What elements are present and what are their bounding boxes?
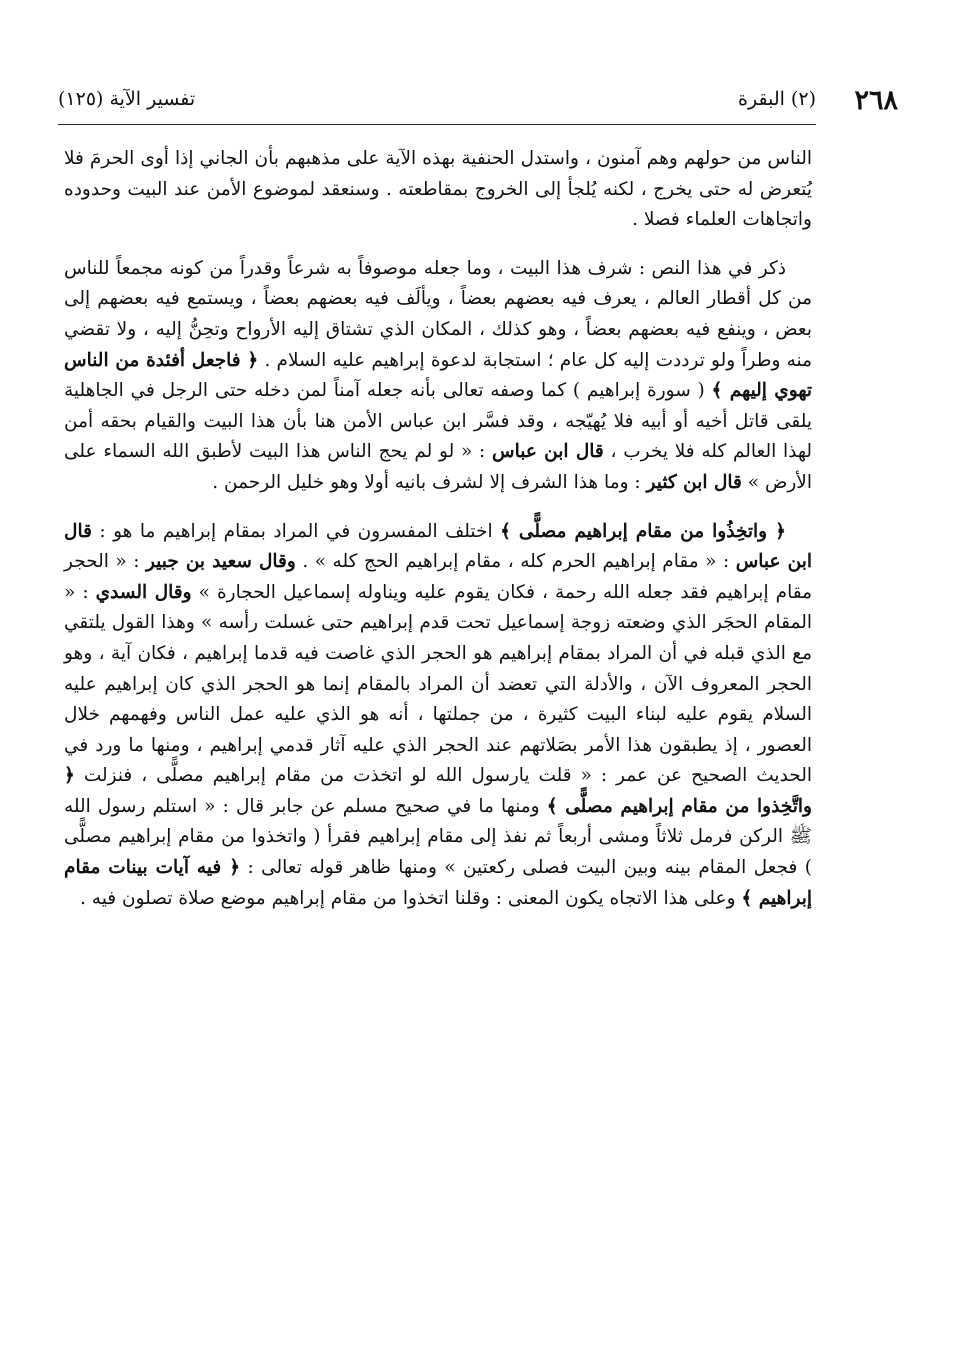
paragraph-text: : « لو لم يحج الناس هذا البيت لأطبق الله السماء على الأرض » [64, 441, 812, 493]
paragraph-text: وعلى هذا الاتجاه يكون المعنى : وقلنا اتخذوا من مقام إبراهيم موضع صلاة تصلون فيه . [80, 887, 736, 909]
surah-title: (٢) البقرة [738, 88, 816, 110]
page-number: ٢٦٨ [854, 85, 898, 116]
paragraph-text: : « الحجر مقام إبراهيم فقد جعله الله رحمة ، فكان يقوم عليه ويناوله إسماعيل الحجارة » [64, 551, 812, 603]
paragraph-text: : وما هذا الشرف إلا لشرف بانيه أولا وهو خليل الرحمن . [212, 471, 641, 493]
paragraph-text: الناس من حولهم وهم آمنون ، واستدل الحنفية بهذه الآية على مذهبهم بأن الجاني إذا أوى الحرمَ فلا يُتعرض له حتى يخرج ، لكنه يُلجأ إلى الخروج بمقاطعته . وسنعقد لموضوع الأمن عند البيت وحدوده واتجاهات العلماء فصلا . [64, 148, 812, 231]
scholar-name: قال ابن عباس [492, 441, 604, 463]
quran-verse: ﴿ واتخِذُوا من مقام إبراهيم مصلًّى ﴾ [500, 520, 786, 542]
scholar-name: وقال السدي [95, 581, 192, 603]
quran-verse: ﴿ فاجعل أفئدة من الناس تهوي إليهم ﴾ [64, 349, 812, 402]
paragraph-text: : « مقام إبراهيم الحرم كله ، مقام إبراهيم الحج كله » . [302, 551, 730, 573]
paragraph-3 [64, 517, 812, 915]
page-body [64, 144, 812, 932]
page-header [58, 84, 898, 125]
scholar-name: قال ابن كثير [646, 471, 742, 493]
paragraph-text: ( سورة إبراهيم ) كما وصفه تعالى بأنه جعله آمناً لمن دخله حتى الرجل في الجاهلية يلقى قاتل أخيه أو أبيه فلا يُهيّجه ، وقد فسَّر ابن عباس الأمن هنا بأن هذا البيت والقيام بحقه أمن لهذا العالم كله فلا يخرب ، [64, 380, 812, 463]
paragraph-2 [64, 254, 812, 499]
verse-title: تفسير الآية (١٢٥) [58, 88, 196, 110]
paragraph-text: ذكر في هذا النص : شرف هذا البيت ، وما جعله موصوفاً به شرعاً وقدراً من كونه مجمعاً للناس من كل أقطار العالم ، يعرف فيه بعضهم بعضاً ، ويألَف فيه بعضهم بعضاً ، ويستمع فيه بعضهم إلى بعض ، وينفع فيه بعضهم بعضاً ، وهو كذلك ، المكان الذي تشتاق إليه الأرواح وتحِنُّ إليه ، ولا تقضي منه وطراً ولو ترددت إليه كل عام ؛ استجابة لدعوة إبراهيم عليه السلام . [64, 257, 812, 371]
quran-verse: ﴿ فيه آيات بينات مقام إبراهيم ﴾ [64, 857, 812, 909]
quran-verse: ﴿ واتَّخِذوا من مقام إبراهيم مصلًّى ﴾ [64, 765, 812, 817]
paragraph-text: اختلف المفسرون في المراد بمقام إبراهيم ما هو : [99, 520, 493, 542]
scholar-name: وقال سعيد بن جبير [145, 551, 296, 573]
scholar-name: قال ابن عباس [64, 520, 812, 573]
paragraph-text: : « المقام الحجَر الذي وضعته زوجة إسماعيل تحت قدم إبراهيم حتى غسلت رأسه » وهذا القول يلتقي مع الذي قبله في أن المراد بمقام إبراهيم هو الحجر الذي غاصت فيه قدما إبراهيم ، فكان آية ، وهو الحجر المعروف الآن ، والأدلة التي تعضد أن المراد بالمقام إنما هو الحجر الذي كان إبراهيم عليه السلام يقوم عليه لبناء البيت كثيرة ، من جملتها ، أنه هو الذي عليه عمل الناس وفهمهم خلال العصور ، إذ يطبقون هذا الأمر بصَلاتهم عند الحجر الذي عليه آثار قدمي إبراهيم ، ومنها ما ورد في الحديث الصحيح عن عمر : « قلت يارسول الله لو اتخذت من مقام إبراهيم مصلًّى ، فنزلت [64, 581, 813, 787]
paragraph-1 [64, 144, 812, 236]
paragraph-text: ومنها ما في صحيح مسلم عن جابر قال : « استلم رسول الله ﷺ الركن فرمل ثلاثاً ومشى أربعاً ثم نفذ إلى مقام إبراهيم فقرأ ( واتخذوا من مقام إبراهيم مصلًّى ) فجعل المقام بينه وبين البيت فصلى ركعتين » ومنها ظاهر قوله تعالى : [64, 795, 812, 879]
